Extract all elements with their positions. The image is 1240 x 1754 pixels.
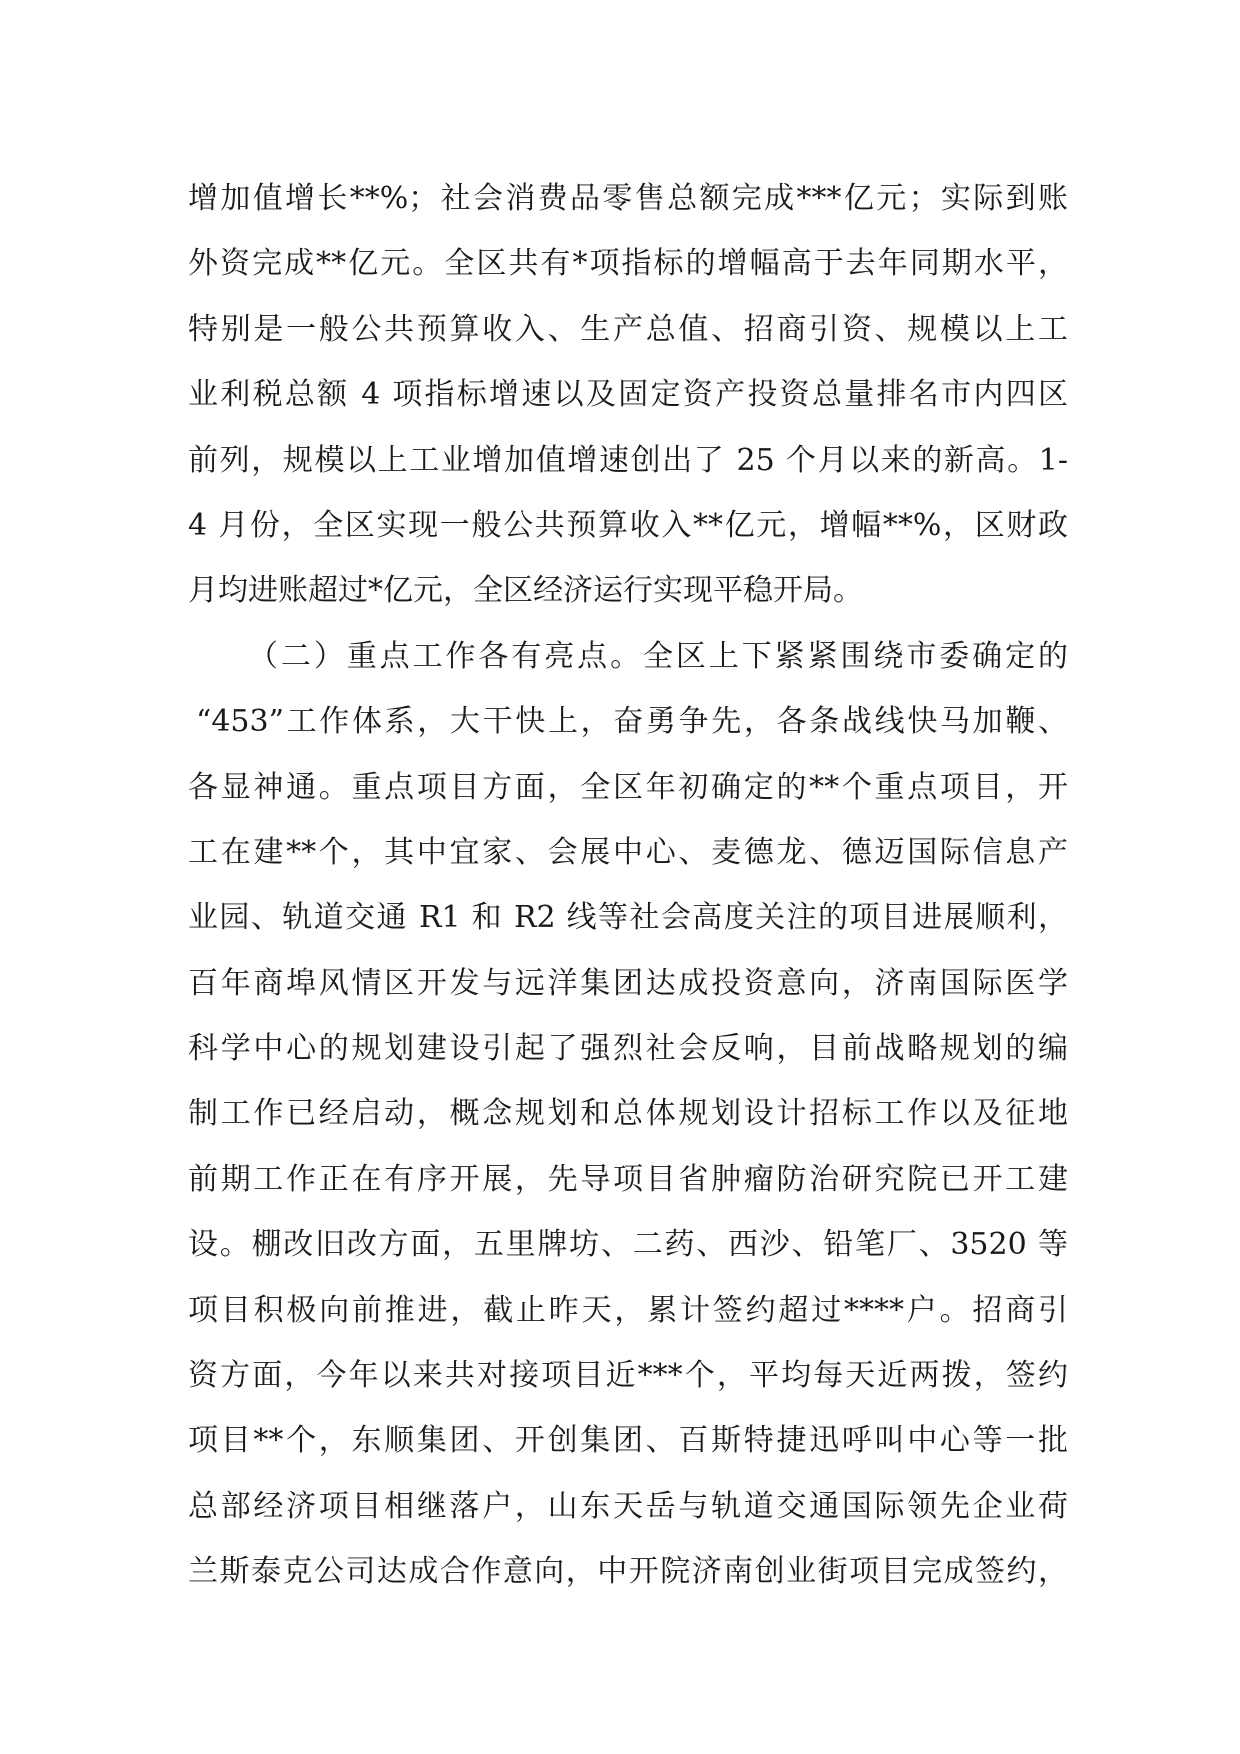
- text-line: 前列，规模以上工业增加值增速创出了 25 个月以来的新高。1-: [188, 442, 1068, 478]
- text-line: 各显神通。重点项目方面，全区年初确定的**个重点项目，开: [188, 769, 1068, 805]
- text-line: 外资完成**亿元。全区共有*项指标的增幅高于去年同期水平，: [188, 246, 1068, 282]
- text-line: 特别是一般公共预算收入、生产总值、招商引资、规模以上工: [188, 311, 1068, 347]
- text-line: 科学中心的规划建设引起了强烈社会反响，目前战略规划的编: [188, 1031, 1068, 1067]
- text-line: “453”工作体系，大干快上，奋勇争先，各条战线快马加鞭、: [196, 704, 1068, 740]
- text-line: 业园、轨道交通 R1 和 R2 线等社会高度关注的项目进展顺利，: [188, 900, 1068, 936]
- text-line: 增加值增长**%；社会消费品零售总额完成***亿元；实际到账: [188, 181, 1068, 216]
- body-text: [188, 166, 1068, 1605]
- text-line: 总部经济项目相继落户，山东天岳与轨道交通国际领先企业荷: [188, 1488, 1068, 1524]
- text-line: 前期工作正在有序开展，先导项目省肿瘤防治研究院已开工建: [188, 1161, 1068, 1197]
- text-line: 设。棚改旧改方面，五里牌坊、二药、西沙、铅笔厂、3520 等: [188, 1227, 1068, 1263]
- text-line: 百年商埠风情区开发与远洋集团达成投资意向，济南国际医学: [188, 965, 1068, 1001]
- text-line: 资方面，今年以来共对接项目近***个，平均每天近两拨，签约: [188, 1358, 1068, 1394]
- section-heading-line: （二）重点工作各有亮点。全区上下紧紧围绕市委确定的: [248, 638, 1068, 674]
- text-line: 工在建**个，其中宜家、会展中心、麦德龙、德迈国际信息产: [188, 834, 1068, 870]
- text-line: 项目**个，东顺集团、开创集团、百斯特捷迅呼叫中心等一批: [188, 1423, 1068, 1459]
- text-line: 业利税总额 4 项指标增速以及固定资产投资总量排名市内四区: [188, 377, 1068, 413]
- text-line: 制工作已经启动，概念规划和总体规划设计招标工作以及征地: [188, 1096, 1068, 1132]
- text-line: 月均进账超过*亿元，全区经济运行实现平稳开局。: [188, 573, 863, 609]
- text-line: 项目积极向前推进，截止昨天，累计签约超过****户。招商引: [188, 1292, 1068, 1328]
- text-line: 兰斯泰克公司达成合作意向，中开院济南创业街项目完成签约，: [188, 1554, 1068, 1590]
- text-line: 4 月份，全区实现一般公共预算收入**亿元，增幅**%，区财政: [188, 507, 1068, 543]
